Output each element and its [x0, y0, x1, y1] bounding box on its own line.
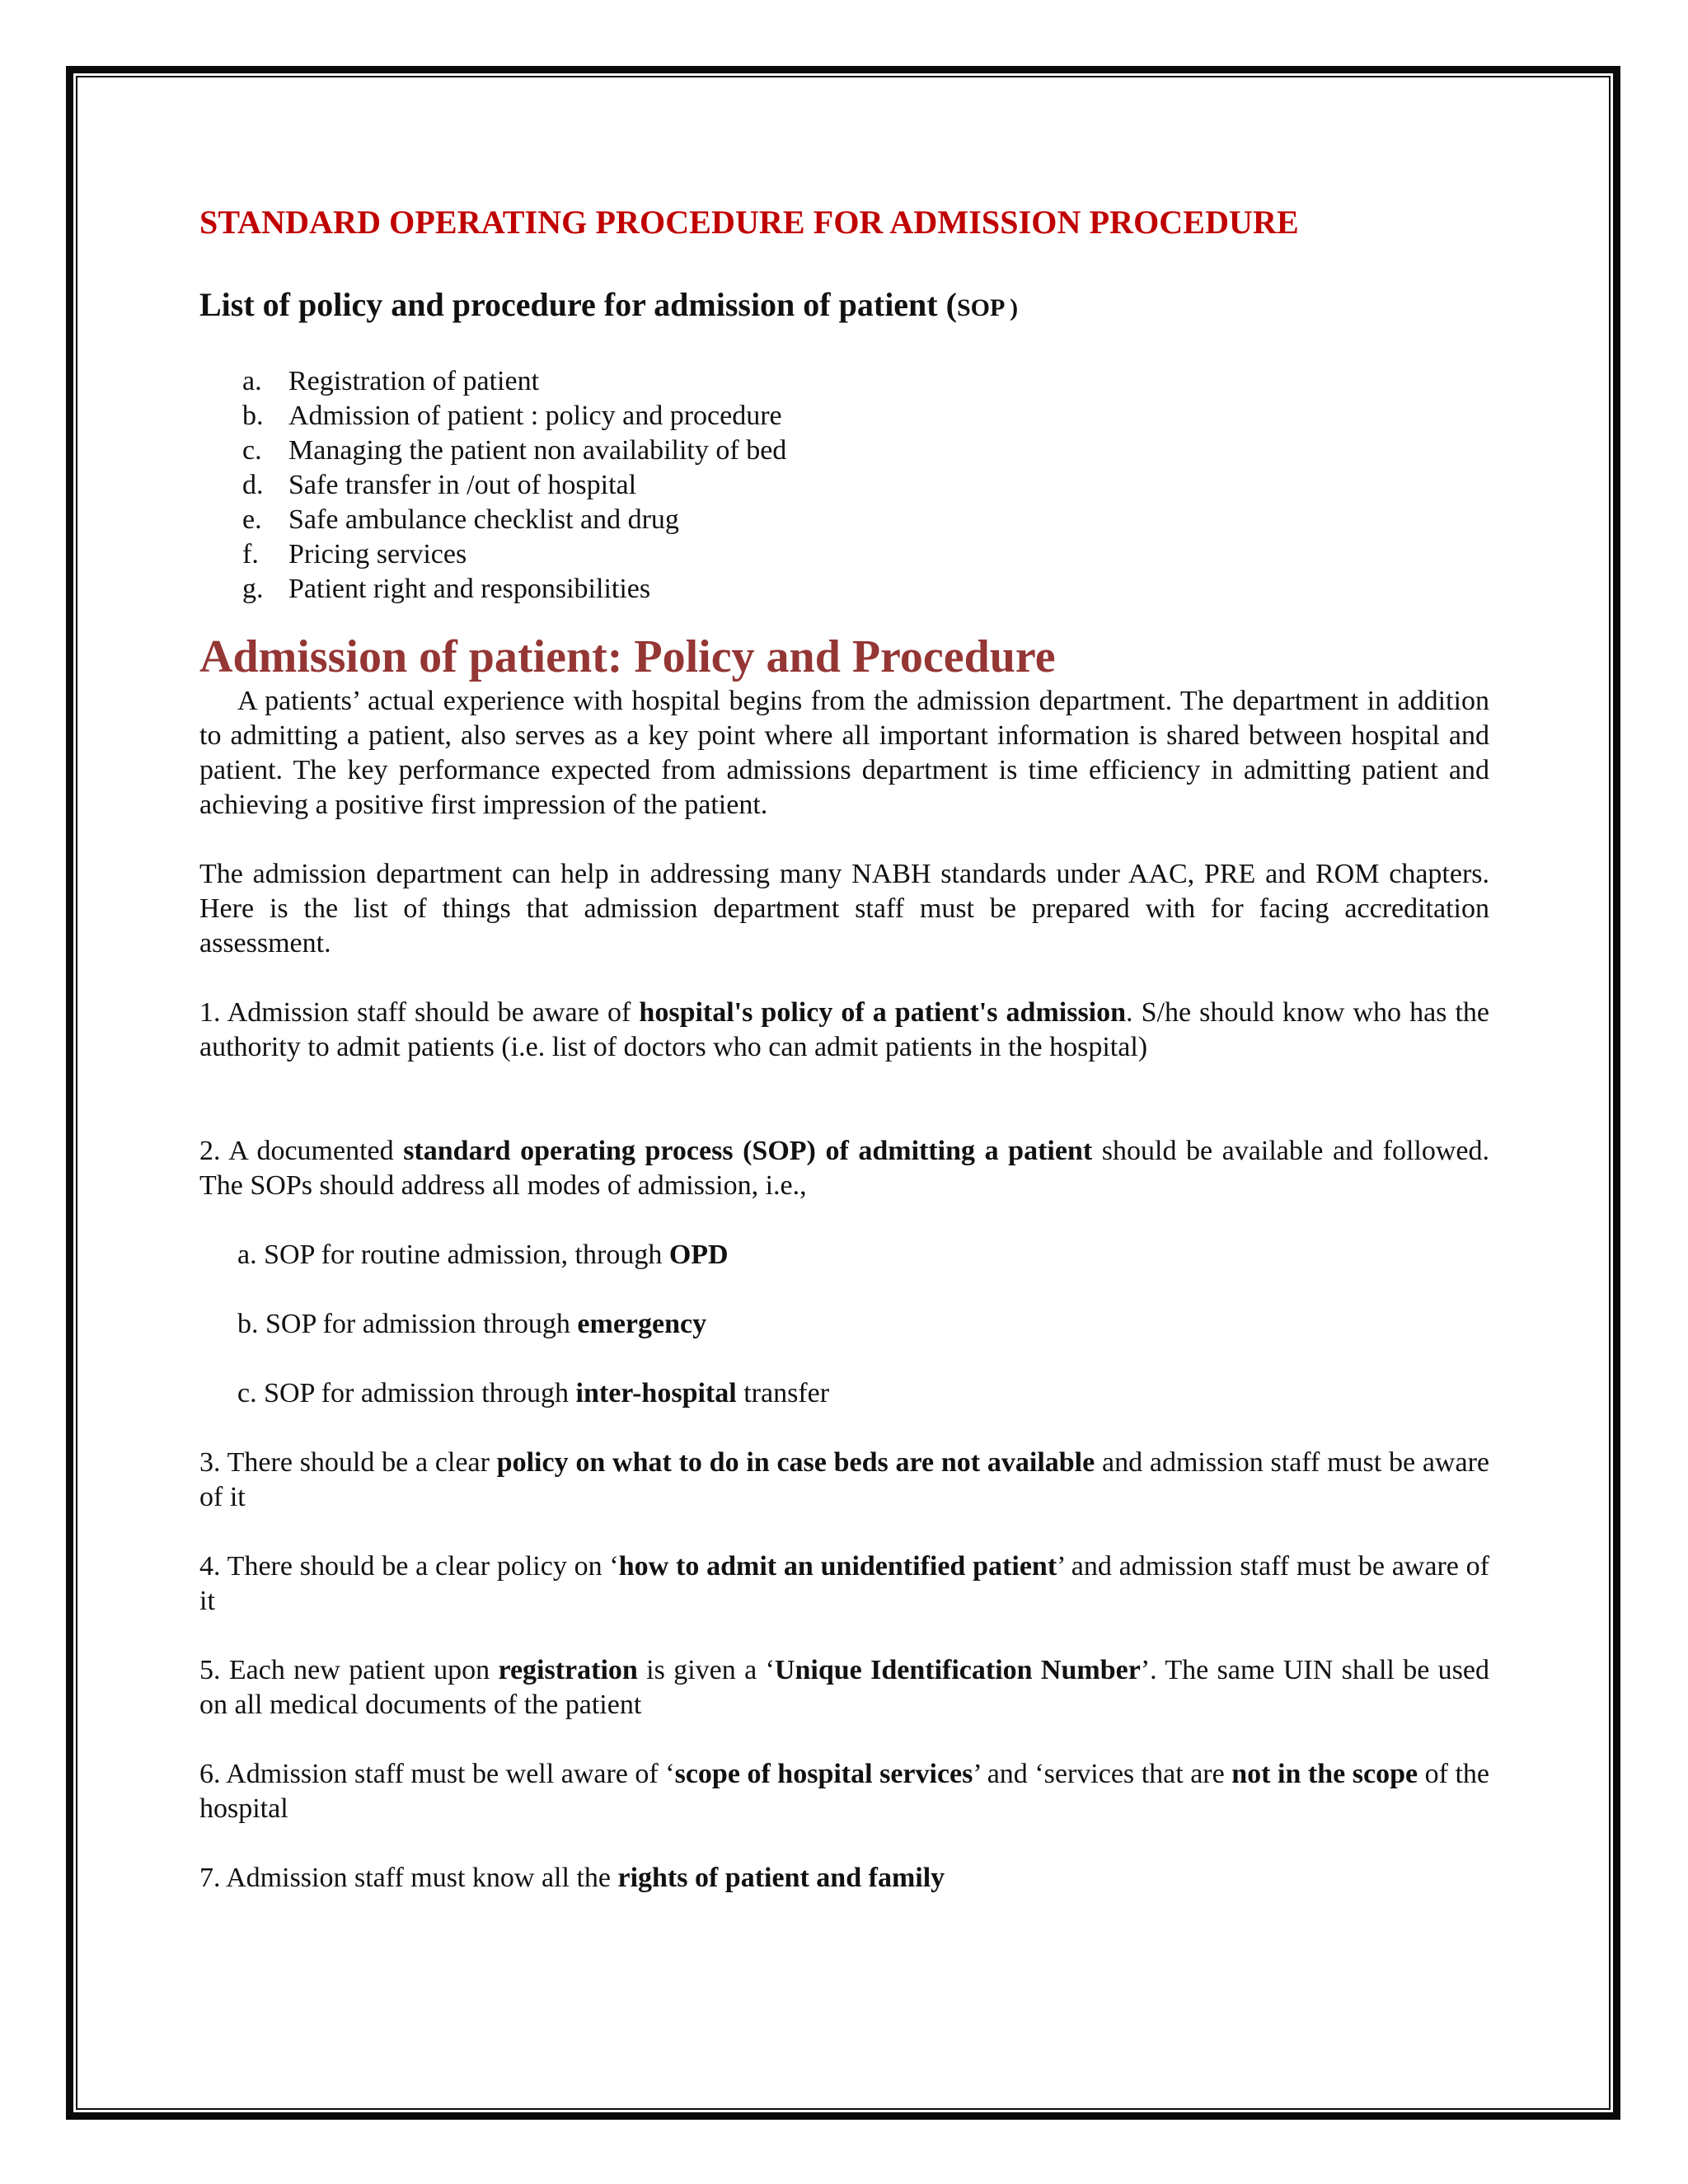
- point-6-text: 6. Admission staff must be well aware of ‘: [199, 1759, 675, 1789]
- document-title: STANDARD OPERATING PROCEDURE FOR ADMISSION PROCEDURE: [199, 204, 1299, 241]
- point-6-text-mid: ’ and ‘services that are: [973, 1759, 1232, 1789]
- sub-c-text: c. SOP for admission through: [237, 1378, 576, 1408]
- point-2-text: 2. A documented: [199, 1136, 404, 1166]
- nabh-paragraph: The admission department can help in addressing many NABH standards under AAC, PRE and ROM chapters. Here is the list of things that admission department staff must be prepared with for facing accreditation assessment.: [199, 859, 1489, 958]
- list-item-letter: a.: [242, 366, 262, 396]
- point-4-text: 4. There should be a clear policy on ‘: [199, 1551, 619, 1582]
- point-2: [199, 1134, 1489, 1203]
- point-2-sub-c: [237, 1376, 1489, 1411]
- point-5-text-mid: is given a ‘: [637, 1655, 775, 1685]
- point-7-text: 7. Admission staff must know all the: [199, 1863, 618, 1893]
- point-2-sub-a: [237, 1238, 1489, 1272]
- list-heading-text: List of policy and procedure for admission of patient (: [199, 286, 957, 323]
- sub-b-text: b. SOP for admission through: [237, 1309, 578, 1339]
- list-item: [242, 537, 1489, 572]
- list-item: [242, 503, 1489, 537]
- list-item: [242, 468, 1489, 503]
- point-3-bold: policy on what to do in case beds are not available: [496, 1447, 1095, 1478]
- point-2-text-end: should be available and followed. The SOPs should address all modes of admission, i.e.,: [199, 1136, 1489, 1201]
- point-1-text: 1. Admission staff should be aware of: [199, 997, 640, 1028]
- point-4: [199, 1549, 1489, 1619]
- list-item-text: Safe ambulance checklist and drug: [288, 504, 679, 535]
- list-item: [242, 572, 1489, 607]
- list-item-text: Safe transfer in /out of hospital: [288, 470, 637, 500]
- point-4-bold: how to admit an unidentified patient: [618, 1551, 1057, 1582]
- list-item: [242, 399, 1489, 434]
- list-item: [242, 434, 1489, 468]
- point-5-bold-2: Unique Identification Number: [774, 1655, 1141, 1685]
- point-4-text-end: ’ and admission staff must be aware of it: [199, 1551, 1489, 1616]
- list-item: [242, 364, 1489, 399]
- sop-list: [199, 364, 1489, 607]
- point-3: [199, 1446, 1489, 1515]
- point-5-text: 5. Each new patient upon: [199, 1655, 499, 1685]
- point-6-bold-1: scope of hospital services: [674, 1759, 973, 1789]
- point-1-text-end: . S/he should know who has the authority to admit patients (i.e. list of doctors who can admit patients in the hospital): [199, 997, 1489, 1062]
- list-heading-sop: SOP ): [956, 294, 1019, 321]
- section-title: Admission of patient: Policy and Procedure: [199, 631, 1056, 682]
- document-content: [199, 198, 1489, 1896]
- list-item-letter: b.: [242, 401, 264, 431]
- sub-c-text-end: transfer: [736, 1378, 830, 1408]
- sub-b-bold: emergency: [577, 1309, 707, 1339]
- point-1: [199, 996, 1489, 1065]
- sub-c-bold: inter-hospital: [575, 1378, 737, 1408]
- list-item-text: Registration of patient: [288, 366, 540, 396]
- list-item-text: Pricing services: [288, 539, 467, 569]
- point-6-bold-2: not in the scope: [1231, 1759, 1418, 1789]
- sub-a-bold: OPD: [668, 1240, 729, 1270]
- point-3-text: 3. There should be a clear: [199, 1447, 497, 1478]
- intro-paragraph: A patients’ actual experience with hospital begins from the admission department. The department in addition to admitting a patient, also serves as a key point where all important information is shared between hospital and patient. The key performance expected from admissions department is time efficiency in admitting patient and achieving a positive first impression of the patient.: [199, 686, 1489, 820]
- list-item-letter: f.: [242, 539, 259, 569]
- point-5-bold-1: registration: [498, 1655, 638, 1685]
- point-2-bold: standard operating process (SOP) of admitting a patient: [403, 1136, 1093, 1166]
- list-item-text: Managing the patient non availability of bed: [288, 435, 787, 466]
- list-item-text: Patient right and responsibilities: [288, 574, 651, 604]
- point-3-text-end: and admission staff must be aware of it: [199, 1447, 1489, 1512]
- list-item-letter: c.: [242, 435, 262, 466]
- point-5-text-end: ’. The same UIN shall be used on all medical documents of the patient: [199, 1655, 1490, 1720]
- point-1-bold: hospital's policy of a patient's admission: [639, 997, 1127, 1028]
- list-heading: [199, 282, 1489, 331]
- point-7-bold: rights of patient and family: [617, 1863, 945, 1893]
- point-5: [199, 1653, 1489, 1722]
- point-6: [199, 1757, 1489, 1826]
- list-item-letter: g.: [242, 574, 264, 604]
- sub-a-text: a. SOP for routine admission, through: [237, 1240, 669, 1270]
- point-7: [199, 1861, 1489, 1896]
- point-6-text-end: of the hospital: [199, 1759, 1490, 1824]
- list-item-letter: d.: [242, 470, 264, 500]
- point-2-sub-b: [237, 1307, 1489, 1342]
- list-item-text: Admission of patient : policy and procedure: [288, 401, 782, 431]
- list-item-letter: e.: [242, 504, 262, 535]
